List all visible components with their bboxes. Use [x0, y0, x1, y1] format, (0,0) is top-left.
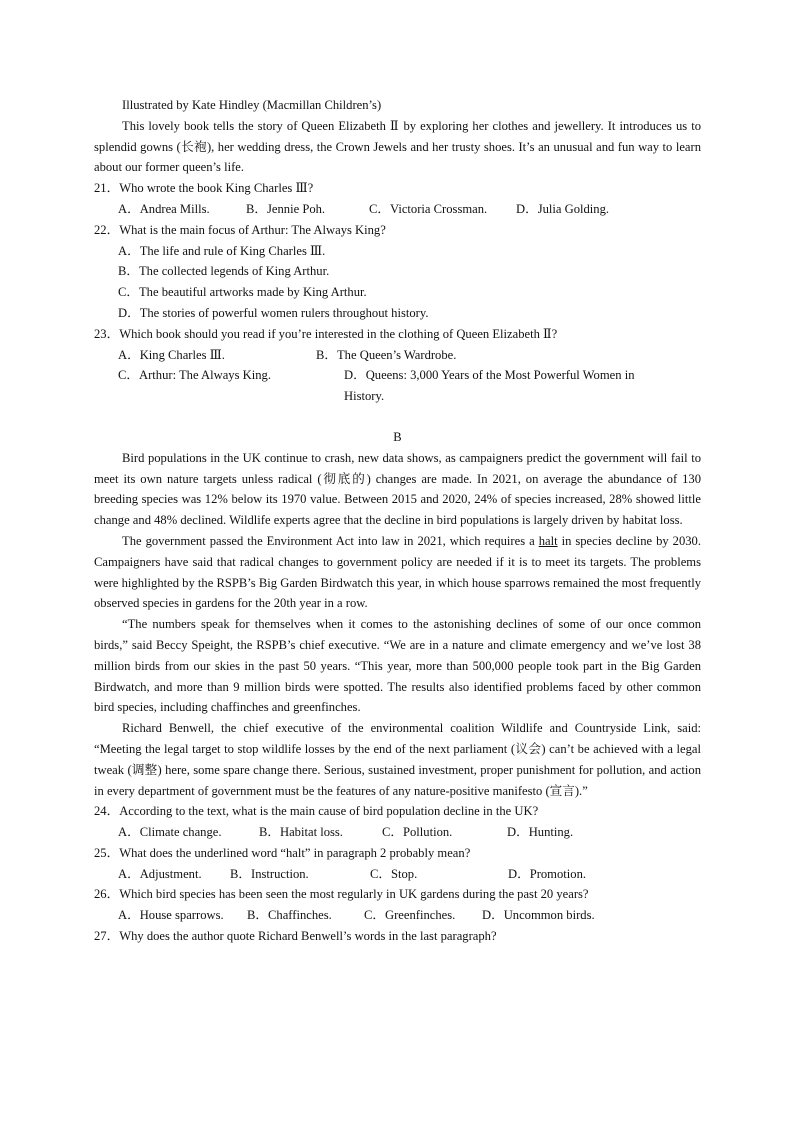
- q25-option-c[interactable]: C．Stop.: [370, 866, 418, 881]
- q25-option-a[interactable]: A．Adjustment.: [118, 866, 202, 881]
- q25-option-d[interactable]: D．Promotion.: [508, 866, 587, 881]
- q21-option-a[interactable]: A．Andrea Mills.: [118, 201, 210, 216]
- passage-b-paragraph-4: Richard Benwell, the chief executive of the environmental coalition Wildlife and Countryside Link, said: “Meeting the legal target to stop wildlife losses by the end of the next parliament (议会) can’t be achieved with a legal tweak (调整) here, some spare change there. Serious, sustained investment, proper punishment for pollution, and action in every department of government must be the features of any nature-positive manifesto (宣言).”: [94, 721, 701, 798]
- q23-option-d[interactable]: D．Queens: 3,000 Years of the Most Powerful Women in History.: [344, 368, 635, 404]
- question-25-options: [94, 864, 701, 885]
- question-22-stem: 22．What is the main focus of Arthur: The Always King?: [94, 222, 386, 237]
- q23-option-c[interactable]: C．Arthur: The Always King.: [118, 368, 271, 383]
- passage-b-paragraph-3: “The numbers speak for themselves when it comes to the astonishing declines of some of our once common birds,” said Beccy Speight, the RSPB’s chief executive. “We are in a nature and climate emergency and we’ve lost 38 million birds from our skies in the past 50 years. “This year, more than 500,000 people took part in the Big Garden Birdwatch, and more than 9 million birds were spotted. The results also identified problems faced by other common bird species, including chaffinches and greenfinches.: [94, 617, 701, 715]
- question-26-stem: 26．Which bird species has been seen the most regularly in UK gardens during the past 20 years?: [94, 887, 589, 902]
- q25-option-b[interactable]: B．Instruction.: [230, 866, 309, 881]
- question-24-options: [94, 822, 701, 843]
- q24-option-b[interactable]: B．Habitat loss.: [259, 825, 343, 840]
- illustrator-credit: Illustrated by Kate Hindley (Macmillan Children’s): [122, 98, 382, 112]
- exam-page: [94, 95, 701, 947]
- question-21-stem: 21．Who wrote the book King Charles Ⅲ?: [94, 181, 314, 196]
- q24-option-d[interactable]: D．Hunting.: [507, 825, 574, 840]
- question-25-stem: 25．What does the underlined word “halt” in paragraph 2 probably mean?: [94, 845, 471, 860]
- q26-option-c[interactable]: C．Greenfinches.: [364, 908, 456, 923]
- question-23-options-row-1: [94, 345, 701, 366]
- q21-option-d[interactable]: D．Julia Golding.: [516, 201, 610, 216]
- q26-option-d[interactable]: D．Uncommon birds.: [482, 908, 595, 923]
- q22-option-d[interactable]: D．The stories of powerful women rulers throughout history.: [118, 305, 429, 320]
- question-27-stem: 27．Why does the author quote Richard Benwell’s words in the last paragraph?: [94, 929, 497, 944]
- q26-option-a[interactable]: A．House sparrows.: [118, 908, 224, 923]
- question-23-options-row-2: [94, 365, 701, 407]
- q23-option-a[interactable]: A．King Charles Ⅲ.: [118, 347, 225, 362]
- book-description: This lovely book tells the story of Queen Elizabeth Ⅱ by exploring her clothes and jewellery. It introduces us to splendid gowns (长袍), her wedding dress, the Crown Jewels and her trusty shoes. It’s an unusual and fun way to learn about our former queen’s life.: [94, 118, 701, 175]
- passage-b-paragraph-2: [94, 531, 701, 614]
- question-24-stem: 24．According to the text, what is the main cause of bird population decline in the UK?: [94, 804, 539, 819]
- q24-option-a[interactable]: A．Climate change.: [118, 825, 222, 840]
- q22-option-a[interactable]: A．The life and rule of King Charles Ⅲ.: [118, 243, 326, 258]
- p2-text-before: The government passed the Environment Act into law in 2021, which requires a: [122, 533, 539, 548]
- question-23-stem: 23．Which book should you read if you’re interested in the clothing of Queen Elizabeth Ⅱ?: [94, 326, 558, 341]
- question-26-options: [94, 905, 701, 926]
- q24-option-c[interactable]: C．Pollution.: [382, 825, 453, 840]
- q22-option-c[interactable]: C．The beautiful artworks made by King Arthur.: [118, 285, 367, 300]
- question-21-options: [94, 199, 701, 220]
- q21-option-c[interactable]: C．Victoria Crossman.: [369, 201, 488, 216]
- section-b-title: B: [393, 429, 402, 444]
- q23-option-b[interactable]: B．The Queen’s Wardrobe.: [316, 347, 457, 362]
- passage-b-paragraph-1: Bird populations in the UK continue to crash, new data shows, as campaigners predict the government will fail to meet its own nature targets unless radical (彻底的) changes are made. In 2021, on average the abundance of 130 breeding species was 12% below its 1970 value. Between 2015 and 2020, 24% of species increased, 28% showed little change and 48% declined. Wildlife experts agree that the decline in bird populations is largely driven by habitat loss.: [94, 450, 701, 528]
- p2-text-after: in species decline by 2030. Campaigners have said that radical changes to government policy are needed if it is to meet its targets. The problems were highlighted by the RSPB’s Big Garden Birdwatch this year, in which house sparrows remained the most frequently observed species in gardens for the 20th year in a row.: [94, 533, 701, 611]
- q26-option-b[interactable]: B．Chaffinches.: [247, 908, 332, 923]
- q22-option-b[interactable]: B．The collected legends of King Arthur.: [118, 264, 330, 279]
- q21-option-b[interactable]: B．Jennie Poh.: [246, 201, 326, 216]
- underlined-word-halt: halt: [538, 533, 558, 548]
